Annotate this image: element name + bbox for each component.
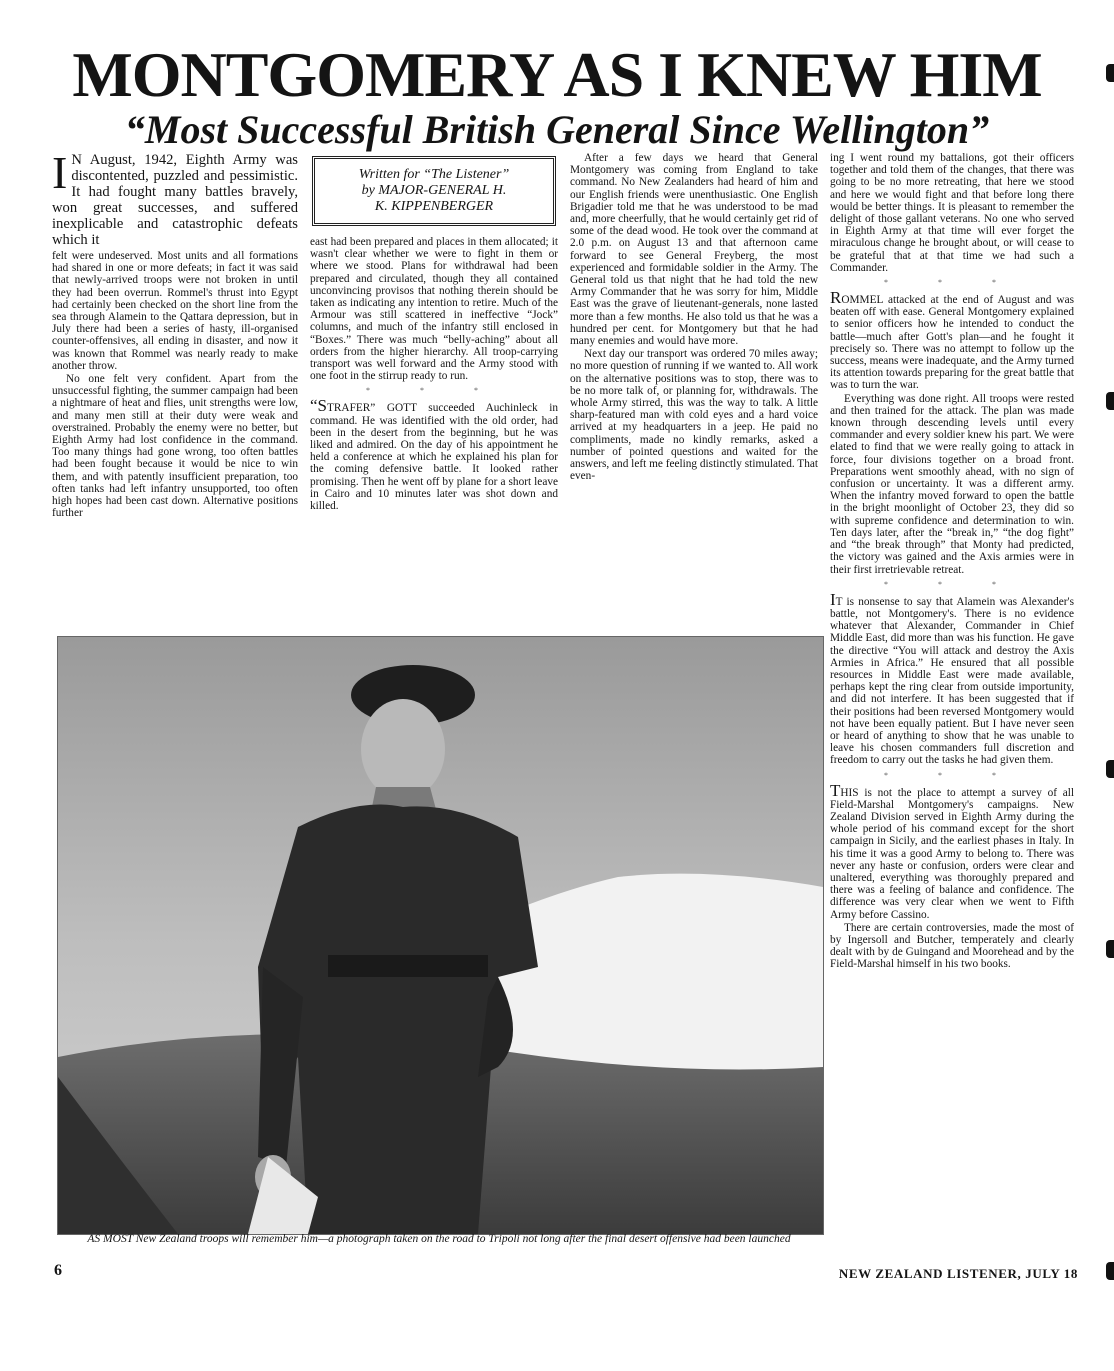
- edge-mark: [1106, 64, 1114, 82]
- paragraph: Everything was done right. All troops were rested and then trained for the attack. The plan was made known through descending levels until every commander and every soldier knew his part. We were elated to find that we were really going to attack in force, four divisions together on a broad front. Preparations went smoothly ahead, with no sign of confusion or uncertainty. It was a different army. When the infantry moved forward to open the battle in the bright moonlight of October 23, they did so with supreme confidence and determination to win. Ten days later, after the “break in,” “the dog fight” and “the break through” that Monty had predicted, the victory was gained and the Axis armies were in their first irretrievable retreat.: [830, 392, 1074, 576]
- initial-cap: I: [830, 589, 836, 609]
- publication-name: NEW ZEALAND LISTENER,: [838, 1266, 1022, 1281]
- paragraph: [310, 396, 558, 513]
- lead-paragraph: [52, 152, 298, 248]
- caption-text: New Zealand troops will remember him—a photograph taken on the road to Tripoli not long after the final desert offensive had been launched: [135, 1233, 791, 1245]
- article-column-1: [52, 152, 298, 628]
- edge-mark: [1106, 940, 1114, 958]
- paragraph-text: HIS is not the place to attempt a survey of all Field-Marshal Montgomery's campaigns. New Zealand Division served in Eighth Army during the whole period of his command except for the short campaign in Sicily, and the earliest phases in Italy. In his time it was a good Army to belong to. There was never any haste or confusion, orders were clear and unaltered, everything was thoroughly prepared and there was a feeling of balance and confidence. The difference was very clear when we went to Fifth Army before Cassino.: [830, 786, 1074, 921]
- byline-box: [312, 156, 556, 226]
- scan-edge-marks: [1098, 0, 1114, 1371]
- subheadline: “Most Successful British General Since Wellington”: [124, 107, 990, 152]
- edge-mark: [1106, 1262, 1114, 1280]
- drop-cap: I: [52, 152, 68, 198]
- section-divider: * * *: [366, 386, 502, 396]
- paragraph: east had been prepared and places in them allocated; it wasn't clear whether we were to fight in them or where we stood. Plans for withdrawal had been prepared and circulated, though they all contained unconvincing provisos that nothing therein should be taken as indicating any intention to retire. Much of the Armour was still scattered in ineffective “Jock” columns, and much of the infantry still enclosed in “Boxes.” There was much “belly-aching” about all orders from the higher hierarchy. All troop-carrying transport was well forward and the Army stood with one foot in the stirrup ready to run.: [310, 236, 558, 383]
- headline: MONTGOMERY AS I KNEW HIM: [72, 39, 1042, 110]
- section-divider: * * *: [884, 770, 1020, 780]
- edge-mark: [1106, 392, 1114, 410]
- initial-cap: R: [830, 288, 842, 308]
- paragraph: felt were undeserved. Most units and all formations had shared in one or more defeats; in fact it was said that newly-arrived troops were not broken in until they had been overrun. Rommel's thrust into Egypt had certainly been checked on the short line from the sea through Alamein to the Qattara depression, but in July there had been a series of hasty, ill-organised counter-offensives, all ending in disaster, and now it was known that Rommel was nearly ready to make another throw.: [52, 250, 298, 372]
- paragraph: [830, 288, 1074, 392]
- paragraph: [830, 780, 1074, 921]
- paragraph: [830, 589, 1074, 767]
- issue-date: JULY 18: [1025, 1266, 1078, 1281]
- byline-line: K. KIPPENBERGER: [374, 199, 494, 214]
- page-number: 6: [54, 1262, 62, 1279]
- paragraph-text: TRAFER” GOTT succeeded Auchinleck in command. He was identified with the old order, had been in the desert from the beginning, but he was liked and admired. On the day of his appointment he held a conference at which he explained his plan for the coming defensive battle. It looked rather promising. Then he went off by plane for a short leave in Cairo and 10 minutes later was shot down and killed.: [310, 402, 558, 513]
- montgomery-photograph: [57, 636, 824, 1235]
- paragraph-text: OMMEL attacked at the end of August and was beaten off with ease. General Montgomery explained to senior officers how he intended to conduct the battle—much after Gott's plan—and he fought it precisely so. There was no attempt to follow up the success, means were inadequate, and the Army turned its attention towards preparing for the great battle that was to turn the war.: [830, 294, 1074, 392]
- photo-caption: [52, 1233, 826, 1246]
- belt: [328, 955, 488, 977]
- section-divider: * * *: [884, 278, 1020, 288]
- paragraph: ing I went round my battalions, got their officers together and told them of the changes, that there was going to be no more retreating, that here we stood and here we would fight and that before long there would be better things. It is pleasant to remember the delight of those gallant veterans. No one who served in Eighth Army at that time will ever forget the miraculous change he brought about, or will cease to be grateful that at that time we had such a Commander.: [830, 152, 1074, 274]
- byline-line: Written for “The Listener”: [358, 167, 510, 182]
- initial-cap: T: [830, 780, 841, 800]
- article-column-2: [310, 152, 558, 628]
- article-column-3: [570, 152, 818, 628]
- paragraph: No one felt very confident. Apart from the unsuccessful fighting, the summer campaign had been a nightmare of heat and flies, unit strengths were low, and many men still at their duty were weak and overstrained. Probably the enemy were no better, but Eighth Army had lost confidence in the command. Too many things had gone wrong, too often battles had been fought because it would be nice to win them, and with patently insufficient preparation, too often tanks had left infantry unsupported, too often high hopes had been cast down. Alternative positions further: [52, 373, 298, 520]
- paragraph-text: T is nonsense to say that Alamein was Alexander's battle, not Montgomery's. There is no evidence whatever that Alexander, Commander in Chief Middle East, did more than was his function. He gave the directive “You will attack and destroy the Axis Armies in Africa.” He ensured that all possible resources in Middle East were made available, perhaps kept the ring clear from outside importunity, and did not interfere. It has been suggested that if their positions had been reversed Montgomery would not have been equally patient. But I have never seen or heard of anything to show that he was unable to leave his chosen commanders full discretion and freedom to carry out the tasks he had given them.: [830, 595, 1074, 767]
- byline-line: by MAJOR-GENERAL H.: [361, 183, 507, 198]
- paragraph: Next day our transport was ordered 70 miles away; no more question of running if we wanted to. All work on the alternative positions was to stop, there was to be no more talk of, or planning for, withdrawals. The whole Army stirred, this was the way to talk. A little sharp-featured man with cold eyes and a hard voice arrived at my headquarters in a jeep. He paid no compliments, made no kindly remarks, asked a number of pointed questions and waited for the answers, and left me feeling distinctly stimulated. That even-: [570, 348, 818, 483]
- edge-mark: [1106, 760, 1114, 778]
- photo-illustration: [58, 637, 823, 1234]
- article-column-4: [830, 152, 1074, 1264]
- initial-cap: “S: [310, 396, 327, 416]
- section-divider: * * *: [884, 579, 1020, 589]
- face: [361, 699, 445, 799]
- paragraph: After a few days we heard that General Montgomery was coming from England to take command. No New Zealanders had heard of him and our English friends were unenthusiastic. One English Brigadier told me that he was understood to be mad and, more cheerfully, that he would certainly get rid of some of the dead wood. He took over the command at 2.0 p.m. on August 13 and that afternoon came forward to see General Freyberg, the most experienced and formidable soldier in the Army. The General told us that night that he had told the new Army Commander that he was sorry for him, Middle East was the grave of lieutenant-generals, none lasted more than a few months. He also told us that he was a hundred per cent. for Montgomery but that he had many enemies and would have more.: [570, 152, 818, 348]
- lead-text: N August, 1942, Eighth Army was discontented, puzzled and pessimistic. It had fought many battles bravely, won great successes, and suffered inexplicable and catastrophic defeats which it: [52, 152, 298, 248]
- caption-lead: AS MOST: [87, 1233, 133, 1245]
- paragraph: There are certain controversies, made the most of by Ingersoll and Butcher, temperately and clearly dealt with by de Guingand and Moorehead and by the Field-Marshal himself in his two books.: [830, 921, 1074, 971]
- publication-footer: [800, 1266, 1078, 1282]
